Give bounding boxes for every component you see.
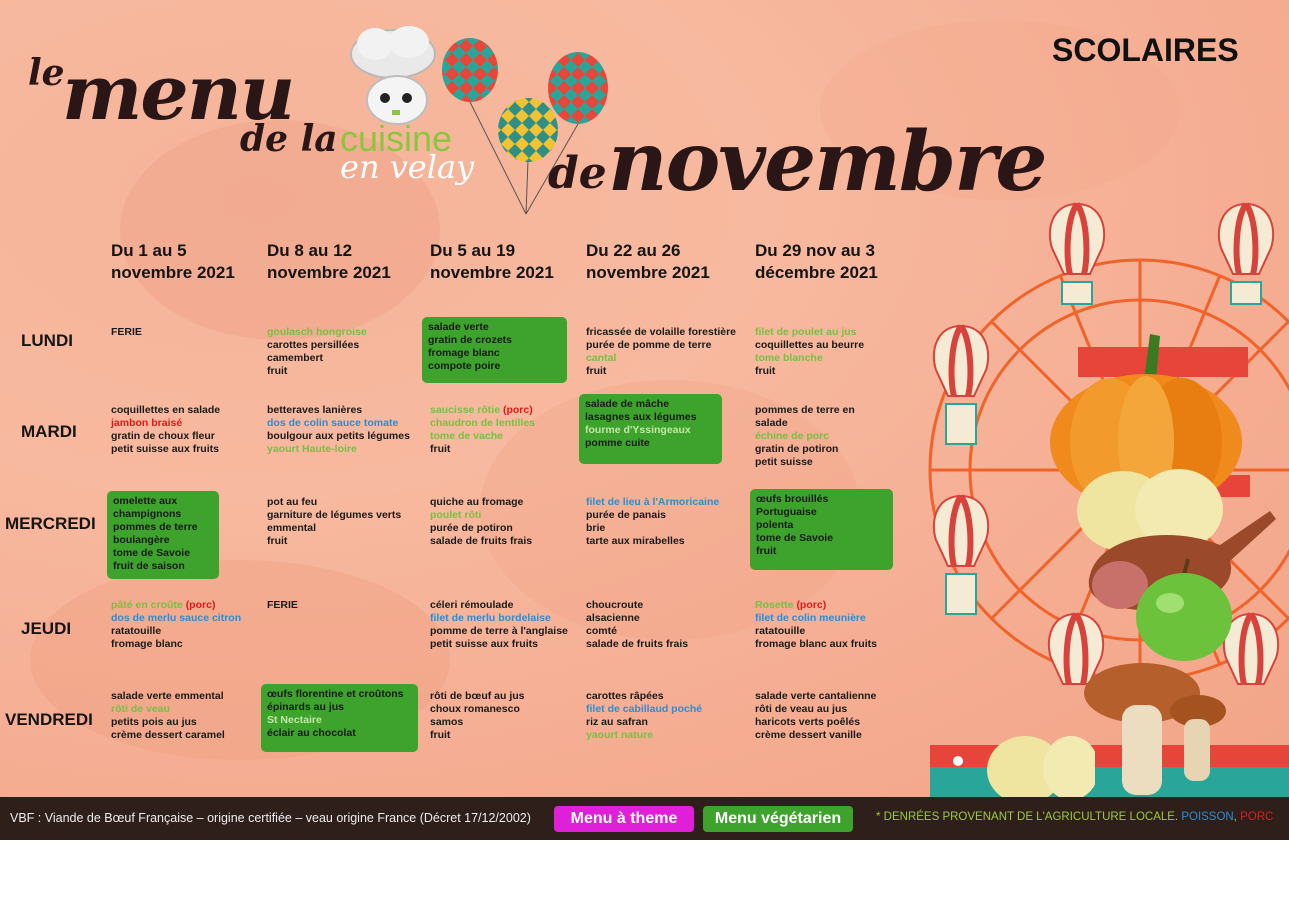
menu-item: salade verte emmental (111, 690, 224, 702)
title-de-la: de la (240, 118, 338, 160)
menu-item: œufs brouillés (756, 493, 829, 505)
week-header-1: Du 1 au 5 novembre 2021 (111, 241, 235, 282)
apple-icon (1130, 555, 1240, 665)
menu-cell-mercredi-1 (107, 491, 219, 579)
menu-cell-jeudi-4 (586, 599, 688, 651)
menu-item: fruit (430, 443, 451, 455)
menu-cell-jeudi-1 (111, 599, 241, 651)
menu-item: Portuguaise (756, 506, 817, 518)
menu-item: purée de pomme de terre (586, 339, 712, 351)
menu-item: purée de panais (586, 509, 666, 521)
menu-item: dos de colin sauce tomate (267, 417, 399, 429)
menu-item: filet de cabillaud poché (586, 703, 703, 715)
menu-item: salade verte (428, 321, 489, 333)
menu-item: pomme de terre à l'anglaise (430, 625, 568, 637)
menu-item: salade de fruits frais (586, 638, 689, 650)
menu-item: emmental (267, 522, 317, 534)
menu-item: garniture de légumes verts (267, 509, 402, 521)
menu-item: salade verte cantalienne (755, 690, 877, 702)
color-legend: * DENRÉES PROVENANT DE L'AGRICULTURE LOCALE. POISSON, PORC (876, 811, 1274, 823)
hot-air-balloon-icon (928, 492, 994, 622)
menu-item: fromage blanc (428, 347, 500, 359)
hot-air-balloon-icon (928, 322, 994, 452)
menu-cell-vendredi-4 (586, 690, 702, 742)
menu-cell-vendredi-2 (261, 684, 418, 752)
hot-air-balloon-icon (1213, 200, 1279, 310)
week-header-3: Du 5 au 19 novembre 2021 (430, 241, 554, 282)
menu-item: FERIE (111, 326, 142, 338)
legend-local: * DENRÉES PROVENANT DE L'AGRICULTURE LOCALE. (876, 811, 1179, 823)
menu-cell-mercredi-2 (267, 496, 401, 548)
menu-item: ratatouille (755, 625, 806, 637)
menu-cell-vendredi-1 (111, 690, 225, 742)
menu-cell-mercredi-4 (586, 496, 719, 548)
menu-item: compote poire (428, 360, 501, 372)
menu-item: tome de Savoie (756, 532, 834, 544)
menu-item: quiche au fromage (430, 496, 524, 508)
legend-porc: PORC (1240, 811, 1274, 823)
menu-item: cantal (586, 352, 617, 364)
menu-cell-jeudi-2 (267, 599, 298, 612)
menu-item: yaourt nature (586, 729, 654, 741)
potato-icon (985, 720, 1095, 797)
menu-cell-mercredi-5 (750, 489, 893, 570)
menu-item: purée de potiron (430, 522, 513, 534)
menu-cell-mardi-3 (430, 404, 535, 456)
menu-item: pommes de terre en (755, 404, 855, 416)
day-mardi: MARDI (21, 422, 77, 441)
menu-item: épinards au jus (267, 701, 345, 713)
menu-cell-mercredi-3 (430, 496, 532, 548)
menu-cell-lundi-3 (422, 317, 567, 383)
menu-item: pommes de terre (113, 521, 198, 533)
menu-item: goulasch hongroise (267, 326, 367, 338)
menu-cell-jeudi-5 (755, 599, 877, 651)
menu-item: gratin de choux fleur (111, 430, 215, 442)
day-vendredi: VENDREDI (5, 710, 93, 729)
day-jeudi: JEUDI (21, 619, 72, 638)
menu-item: salade (755, 417, 788, 429)
menu-item: petits pois au jus (111, 716, 197, 728)
menu-item: crème dessert caramel (111, 729, 225, 741)
menu-item: fruit (755, 365, 776, 377)
menu-item: fruit (756, 545, 777, 557)
porc-tag: (porc) (796, 599, 827, 611)
menu-item: coquillettes en salade (111, 404, 221, 416)
menu-item: chaudron de lentilles (430, 417, 536, 429)
menu-cell-vendredi-3 (430, 690, 525, 742)
menu-item: camembert (267, 352, 324, 364)
menu-item: fourme d'Yssingeaux (585, 424, 691, 436)
menu-item: filet de colin meunière (755, 612, 866, 624)
menu-item: omelette aux (113, 495, 178, 507)
menu-item: yaourt Haute-loire (267, 443, 357, 455)
menu-item: fruit (430, 729, 451, 741)
logo-cuisine: cuisine (340, 118, 453, 159)
menu-cell-jeudi-3 (430, 599, 568, 651)
menu-item: salade de fruits frais (430, 535, 533, 547)
menu-item: tome blanche (755, 352, 823, 364)
menu-item: comté (586, 625, 617, 637)
menu-item: salade de mâche (585, 398, 670, 410)
menu-item: samos (430, 716, 464, 728)
menu-item: tarte aux mirabelles (586, 535, 685, 547)
menu-item: filet de poulet au jus (755, 326, 857, 338)
menu-item: petit suisse aux fruits (111, 443, 219, 455)
menu-cell-mardi-2 (267, 404, 410, 456)
menu-item: œufs florentine et croûtons (267, 688, 404, 700)
menu-item: brie (586, 522, 606, 534)
menu-item: fruit (586, 365, 607, 377)
menu-item: rôti de veau (111, 703, 170, 715)
menu-item: fromage blanc aux fruits (755, 638, 877, 650)
menu-item: polenta (756, 519, 794, 531)
menu-cell-lundi-4 (586, 326, 736, 378)
menu-item: gratin de crozets (428, 334, 513, 346)
title-menu: menu (62, 48, 294, 137)
legend-poisson: POISSON (1181, 811, 1234, 823)
menu-item: fruit (267, 365, 288, 377)
menu-item: petit suisse aux fruits (430, 638, 538, 650)
menu-item: boulangère (113, 534, 170, 546)
menu-item: fruit de saison (113, 560, 185, 572)
hot-air-balloon-icon (1044, 200, 1110, 310)
menu-item: filet de merlu bordelaise (430, 612, 551, 624)
menu-item: coquillettes au beurre (755, 339, 865, 351)
menu-item: gratin de potiron (755, 443, 839, 455)
menu-cell-mardi-5 (755, 404, 855, 469)
menu-item: champignons (113, 508, 182, 520)
menu-item: boulgour aux petits légumes (267, 430, 410, 442)
menu-item: filet de lieu à l'Armoricaine (586, 496, 720, 508)
menu-item: échine de porc (755, 430, 830, 442)
menu-item: crème dessert vanille (755, 729, 862, 741)
menu-item: riz au safran (586, 716, 648, 728)
menu-item: jambon braisé (111, 417, 183, 429)
menu-item: céleri rémoulade (430, 599, 514, 611)
day-lundi: LUNDI (21, 331, 73, 350)
menu-cell-lundi-5 (755, 326, 864, 378)
vbf-note: VBF : Viande de Bœuf Française – origine certifiée – veau origine France (Décret 17/12/2002) (10, 811, 531, 825)
menu-cell-vendredi-5 (755, 690, 876, 742)
menu-item: pomme cuite (585, 437, 650, 449)
menu-item: Rosette (porc) (755, 599, 827, 611)
menu-item: fruit (267, 535, 288, 547)
menu-item: poulet rôti (430, 509, 482, 521)
menu-item: fricassée de volaille forestière (586, 326, 736, 338)
menu-item: pâté en croûte (porc) (111, 599, 216, 611)
title-novembre: novembre (608, 114, 1046, 210)
menu-item: choucroute (586, 599, 644, 611)
menu-item: éclair au chocolat (267, 727, 356, 739)
day-mercredi: MERCREDI (5, 514, 96, 533)
menu-cell-mardi-1 (111, 404, 220, 456)
menu-item: carottes persillées (267, 339, 360, 351)
menu-vegetarien-badge: Menu végétarien (703, 806, 853, 832)
menu-cell-lundi-2 (267, 326, 367, 378)
week-header-2: Du 8 au 12 novembre 2021 (267, 241, 391, 282)
menu-item: pot au feu (267, 496, 318, 508)
menu-item: lasagnes aux légumes (585, 411, 697, 423)
menu-item: tome de vache (430, 430, 503, 442)
menu-theme-badge: Menu à theme (554, 806, 694, 832)
menu-item: rôti de veau au jus (755, 703, 848, 715)
title-le: le (28, 52, 65, 94)
menu-item: choux romanesco (430, 703, 520, 715)
mushroom-icon (1080, 655, 1230, 797)
porc-tag: (porc) (185, 599, 216, 611)
week-header-5: Du 29 nov au 3 décembre 2021 (755, 241, 878, 282)
menu-item: carottes râpées (586, 690, 664, 702)
menu-item: dos de merlu sauce citron (111, 612, 242, 624)
menu-item: haricots verts poêlés (755, 716, 861, 728)
menu-item: ratatouille (111, 625, 162, 637)
menu-item: tome de Savoie (113, 547, 191, 559)
menu-item: FERIE (267, 599, 298, 611)
porc-tag: (porc) (502, 404, 533, 416)
menu-item: saucisse rôtie (porc) (430, 404, 533, 416)
menu-item: rôti de bœuf au jus (430, 690, 525, 702)
menu-item: fromage blanc (111, 638, 183, 650)
week-header-4: Du 22 au 26 novembre 2021 (586, 241, 710, 282)
title-de: de (548, 148, 607, 199)
menu-cell-mardi-4 (579, 394, 722, 464)
footer-bar (0, 797, 1289, 840)
menu-cell-lundi-1 (111, 326, 142, 339)
menu-item: St Nectaire (267, 714, 322, 726)
logo-en-velay: en velay (340, 148, 475, 186)
menu-item: petit suisse (755, 456, 813, 468)
menu-item: alsacienne (586, 612, 640, 624)
menu-item: betteraves lanières (267, 404, 363, 416)
scolaires-label: SCOLAIRES (1052, 32, 1239, 68)
